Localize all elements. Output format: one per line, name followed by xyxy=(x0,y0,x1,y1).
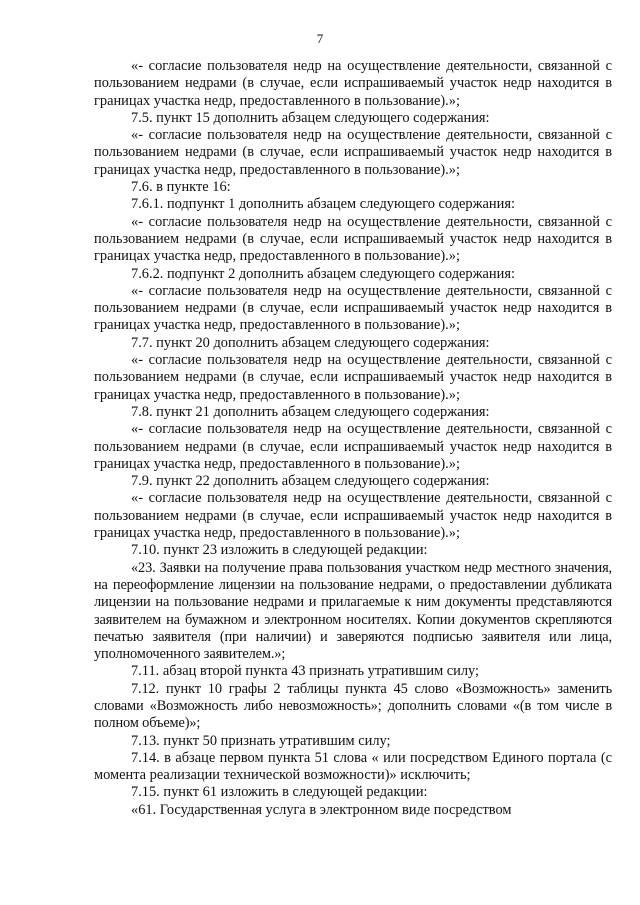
item-7-10: 7.10. пункт 23 изложить в следующей редакции: xyxy=(131,542,428,559)
item-7-8: 7.8. пункт 21 дополнить абзацем следующего содержания: xyxy=(131,403,490,420)
quote-paragraph: «- согласие пользователя недр на осуществление деятельности, связанной с пользованием недрами (в случае, если испрашиваемый участок недр находится в границах участка недр, предоставленного в пользование).»; xyxy=(94,282,612,334)
quote-paragraph: «- согласие пользователя недр на осуществление деятельности, связанной с пользованием недрами (в случае, если испрашиваемый участок недр находится в границах участка недр, предоставленного в пользование).»; xyxy=(94,490,612,542)
item-7-15: 7.15. пункт 61 изложить в следующей редакции: xyxy=(131,784,428,801)
item-7-9: 7.9. пункт 22 дополнить абзацем следующего содержания: xyxy=(131,473,490,490)
quote-paragraph: «- согласие пользователя недр на осуществление деятельности, связанной с пользованием недрами (в случае, если испрашиваемый участок недр находится в границах участка недр, предоставленного в пользование).»; xyxy=(94,213,612,265)
document-body xyxy=(94,58,612,819)
item-7-7: 7.7. пункт 20 дополнить абзацем следующего содержания: xyxy=(131,334,490,351)
item-7-12: 7.12. пункт 10 графы 2 таблицы пункта 45 слово «Возможность» заменить словами «Возможность либо невозможность»; дополнить словами «(в том числе в полном объеме)»; xyxy=(94,680,612,732)
item-7-13: 7.13. пункт 50 признать утратившим силу; xyxy=(131,732,391,749)
item-7-6-1: 7.6.1. подпункт 1 дополнить абзацем следующего содержания: xyxy=(131,196,515,213)
item-61-start: «61. Государственная услуга в электронном виде посредством xyxy=(131,801,512,818)
item-7-14: 7.14. в абзаце первом пункта 51 слова « или посредством Единого портала (с момента реализации технической возможности)» исключить; xyxy=(94,749,612,784)
item-23-text: «23. Заявки на получение права пользования участком недр местного значения, на переоформление лицензии на пользование недрами, о предоставлении дубликата лицензии на пользование недрами и прилагаемые к ним документы представляются заявителем на бумажном и электронном носителях. Копии документов скрепляются печатью заявителя (при наличии) и заверяются подписью заявителя или лица, уполномоченного заявителем.»; xyxy=(94,559,612,663)
page-number: 7 xyxy=(316,31,324,46)
quote-paragraph: «- согласие пользователя недр на осуществление деятельности, связанной с пользованием недрами (в случае, если испрашиваемый участок недр находится в границах участка недр, предоставленного в пользование).»; xyxy=(94,58,612,109)
quote-paragraph: «- согласие пользователя недр на осуществление деятельности, связанной с пользованием недрами (в случае, если испрашиваемый участок недр находится в границах участка недр, предоставленного в пользование).»; xyxy=(94,421,612,472)
quote-paragraph: «- согласие пользователя недр на осуществление деятельности, связанной с пользованием недрами (в случае, если испрашиваемый участок недр находится в границах участка недр, предоставленного в пользование).»; xyxy=(94,127,612,178)
item-7-11: 7.11. абзац второй пункта 43 признать утратившим силу; xyxy=(131,663,480,680)
item-7-6: 7.6. в пункте 16: xyxy=(131,179,231,196)
quote-paragraph: «- согласие пользователя недр на осуществление деятельности, связанной с пользованием недрами (в случае, если испрашиваемый участок недр находится в границах участка недр, предоставленного в пользование).»; xyxy=(94,352,612,403)
item-7-6-2: 7.6.2. подпункт 2 дополнить абзацем следующего содержания: xyxy=(131,265,515,282)
item-7-5: 7.5. пункт 15 дополнить абзацем следующего содержания: xyxy=(131,109,490,126)
